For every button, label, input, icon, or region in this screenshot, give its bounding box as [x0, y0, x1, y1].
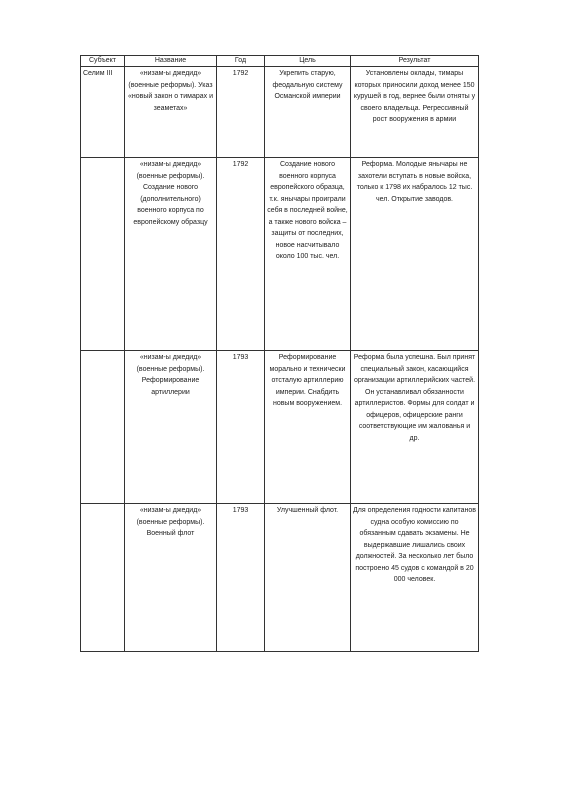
- cell-name: «низам-ы джедид» (военные реформы). Военный флот: [125, 504, 217, 652]
- header-result: Результат: [351, 56, 479, 67]
- cell-result: Для определения годности капитанов судна особую комиссию по обязанным сдавать экзамены. Не выдержавшие лишались своих должностей. За несколько лет было построено 45 судов с командой в 20 000 человек.: [351, 504, 479, 652]
- header-name: Название: [125, 56, 217, 67]
- cell-goal: Создание нового военного корпуса европейского образца, т.к. янычары проиграли себя в последней войне, а также нового войска – защиты от последних, новое насчитывало около 100 тыс. чел.: [265, 158, 351, 351]
- header-year: Год: [217, 56, 265, 67]
- cell-name: «низам-ы джедид» (военные реформы). Реформирование артиллерии: [125, 351, 217, 504]
- cell-goal: Укрепить старую, феодальную систему Османской империи: [265, 67, 351, 158]
- header-goal: Цель: [265, 56, 351, 67]
- cell-subject: [81, 504, 125, 652]
- cell-year: 1792: [217, 158, 265, 351]
- table-header-row: [81, 56, 479, 67]
- cell-goal: Реформирование морально и технически отсталую артиллерию империи. Снабдить новым вооружением.: [265, 351, 351, 504]
- cell-year: 1793: [217, 504, 265, 652]
- cell-result: Реформа. Молодые янычары не захотели вступать в новые войска, только к 1798 их набралось 12 тыс. чел. Открытие заводов.: [351, 158, 479, 351]
- cell-result: Установлены оклады, тимары которых приносили доход менее 150 курушей в год, вернее были отняты у своего владельца. Регрессивный рост вооружения в армии: [351, 67, 479, 158]
- cell-name: «низам-ы джедид» (военные реформы). Создание нового (дополнительного) военного корпуса по европейскому образцу: [125, 158, 217, 351]
- table-row: [81, 67, 479, 158]
- table-row: [81, 504, 479, 652]
- cell-year: 1792: [217, 67, 265, 158]
- cell-subject: [81, 351, 125, 504]
- cell-result: Реформа была успешна. Был принят специальный закон, касающийся организации артиллерийских частей. Он устанавливал обязанности артиллеристов. Формы для солдат и офицеров, офицерские ранги соответствующие им жалованья и др.: [351, 351, 479, 504]
- cell-name: «низам-ы джедид» (военные реформы). Указ «новый закон о тимарах и зеаметах»: [125, 67, 217, 158]
- reforms-table: [80, 55, 479, 652]
- cell-subject: [81, 158, 125, 351]
- header-subject: Субъект: [81, 56, 125, 67]
- table-row: [81, 351, 479, 504]
- cell-subject: Селим III: [81, 67, 125, 158]
- cell-goal: Улучшенный флот.: [265, 504, 351, 652]
- table-row: [81, 158, 479, 351]
- cell-year: 1793: [217, 351, 265, 504]
